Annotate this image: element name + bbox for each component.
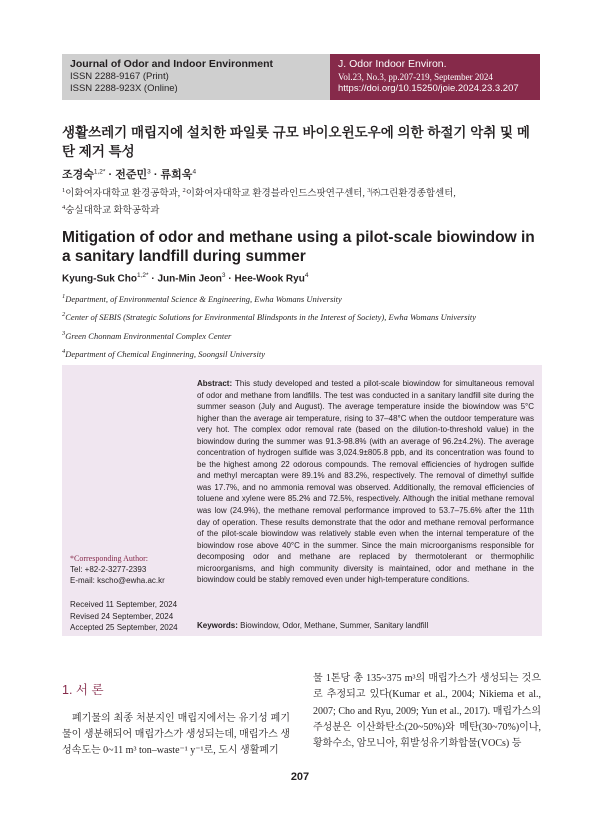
page-number: 207 [290,771,310,783]
english-title: Mitigation of odor and methane using a pilot-scale biowindow in a sanitary landfill during summer [62,229,535,265]
english-affiliation [62,326,542,344]
affiliation-text: Department, of Environmental Science & Engineering, Ewha Womans University [65,293,342,304]
korean-author-2: 전준민 [115,169,148,181]
volume-info: Vol.23, No.3, pp.207-219, September 2024 [338,72,493,82]
author-separator: · [105,169,116,181]
korean-author-1-sup: 1,2* [93,168,106,176]
english-affiliation [62,344,542,362]
korean-authors [62,166,196,182]
korean-author-1: 조경숙 [62,169,94,181]
korean-affiliation: ㈜그린환경종합센터, [370,189,456,200]
english-affiliation [62,307,542,325]
aff-sup: 3 [367,187,371,194]
affiliation-text: Department of Chemical Enginnering, Soongsil University [65,348,265,359]
article-info-sidebar [70,553,192,634]
korean-author-2-sup: 3 [147,168,151,176]
corresponding-email[interactable]: E-mail: kscho@ewha.ac.kr [70,576,165,585]
korean-affiliation-line-1 [62,184,542,201]
english-affiliation [62,289,542,307]
english-author-3-sup: 4 [304,272,309,279]
aff-sup: 4 [62,204,66,212]
issn-print: ISSN 2288-9167 (Print) [70,71,169,82]
affiliation-text: Green Chonnam Environmental Complex Center [65,330,232,341]
accepted-date: Accepted 25 September, 2024 [70,623,178,632]
keywords [197,620,534,631]
author-separator: · [150,169,161,181]
english-author-3: Hee-Wook Ryu [234,273,305,285]
korean-author-3-sup: 4 [192,168,197,176]
article-dates [70,599,192,634]
aff-sup: 2 [62,311,66,319]
korean-affiliations [62,184,542,218]
abstract-body: This study developed and tested a pilot-scale biowindow for simultaneous removal of odor and methane from landfills. The test was conducted in a sanitary landfill site during the summer season (July and August). The average temperature inside the biowindow was 5°C higher than the average air temperature, rising to 37–48°C when the outdoor temperature was very hot. The complex odor removal rate (based on the dilution-to-threshold value) in the biowindow during the summer was 91.3-98.8% (with an average of 96.2±4.2%). The average concentration of hydrogen sulfide was 3,024.9±805.8 ppb, and its concentration was found to be the highest among 22 odorous compounds. The removal efficiencies of hydrogen sulfide and methyl mercaptan were 89.1% and 83.2%, respectively. The removal of dimethyl sulfide was 17.7%, and no ammonia removal was observed. Additionally, the removal efficiencies of toluene and xylene were 85.2% and 72.5%, respectively. Although the initial methane removal was low (24.9%), the methane removal performance improved to 53.7–75.6% after the 11th day of operation. These results demonstrate that the odor and methane removal performance of the pilot-scale biowindow was relatively stable even when the internal temperature of the biowindow rose above 40°C in the summer. Since the main microorganisms responsible for decomposing odor and methane are replaced by thermotolerant or thermophilic microorganisms, and high community diversity is maintained, odor and methane in the biowindow could be stably removed even under high-temperature conditions. [197,379,534,585]
author-separator: · [148,273,158,285]
aff-sup: 4 [62,347,66,355]
korean-affiliation-line-2 [62,201,542,218]
journal-header-right [330,54,540,100]
english-authors [62,272,308,284]
journal-header-left [62,54,330,100]
english-author-2-sup: 3 [221,272,226,279]
korean-title: 생활쓰레기 매립지에 설치한 파일롯 규모 바이오윈도우에 의한 하절기 악취 및 메탄 제거 특성 [62,125,530,159]
korean-affiliation: 이화여자대학교 환경공학과, [65,189,183,200]
affiliation-text: Center of SEBIS (Strategic Solutions for Environmental Blindsponts in the Interest of Society), Ewha Womans University [65,312,477,323]
journal-abbrev: J. Odor Indoor Environ. [338,58,447,70]
section-title-introduction: 1. 서 론 [62,683,104,697]
english-author-2: Jun-Min Jeon [157,273,222,285]
korean-author-3: 류희욱 [160,169,193,181]
received-date: Received 11 September, 2024 [70,600,178,609]
aff-sup: 3 [62,329,66,337]
abstract-label: Abstract: [197,379,233,388]
issn-online: ISSN 2288-923X (Online) [70,83,178,94]
aff-sup: 1 [62,293,66,300]
english-affiliations [62,289,542,362]
keywords-label: Keywords: [197,621,238,630]
body-column-left: 폐기물의 최종 처분지인 매립지에서는 유기성 폐기물이 생분해되어 매립가스가 생성되는데, 매립가스 생성속도는 0~11 m³ ton–waste⁻¹ y⁻¹로, 도시 생활폐기 [62,713,290,756]
aff-sup: 2 [182,187,186,194]
journal-name: Journal of Odor and Indoor Environment [70,58,274,70]
abstract-text [197,378,534,586]
body-column-right: 물 1톤당 총 135~375 m³의 매립가스가 생성되는 것으로 추정되고 있다(Kumar et al., 2004; Nikiema et al., 2007; Cho and Ryu, 2009; Yun et al., 2017). 매립가스의 주성분은 이산화탄소(20~50%)와 메탄(30~70%)이나, 황화수소, 암모니아, 휘발성유기화합물(VOCs) 등 [313,673,541,750]
english-author-1: Kyung-Suk Cho [62,273,137,285]
revised-date: Revised 24 September, 2024 [70,611,174,621]
korean-affiliation: 이화여자대학교 환경블라인드스팟연구센터, [185,189,368,200]
doi-link[interactable]: https://doi.org/10.15250/joie.2024.23.3.207 [338,83,519,94]
english-author-1-sup: 1,2* [137,272,149,279]
corresponding-author-label: *Corresponding Author: [70,554,148,563]
keywords-list: Biowindow, Odor, Methane, Summer, Sanitary landfill [237,621,429,630]
author-separator: · [225,273,235,285]
korean-affiliation: 숭실대학교 화학공학과 [65,206,160,217]
aff-sup: 1 [62,187,66,194]
corresponding-tel: Tel: +82-2-3277-2393 [70,565,147,574]
